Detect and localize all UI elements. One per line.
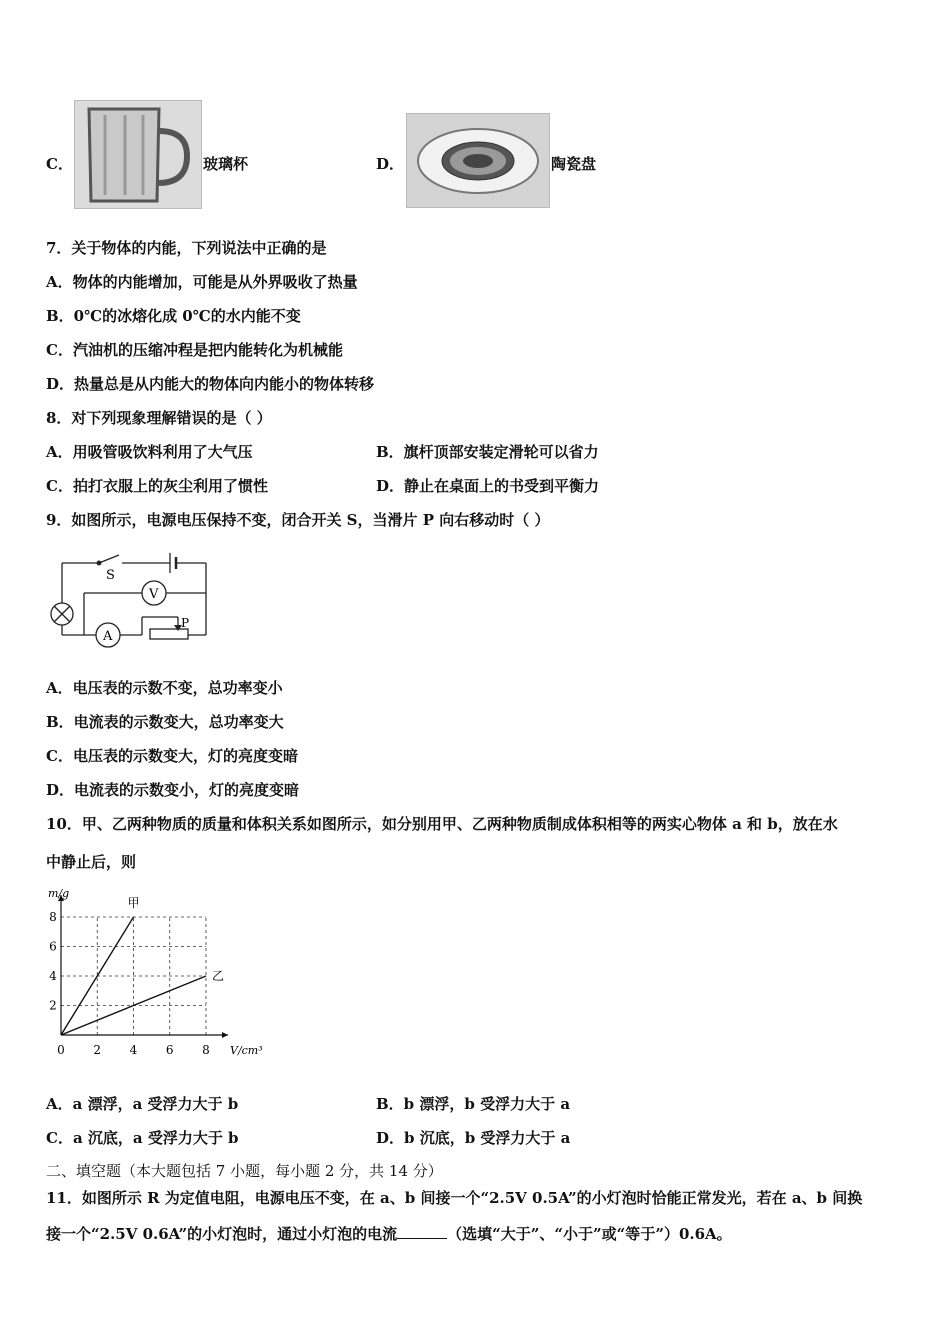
voltmeter-label: V [149,587,159,602]
q8-option-b: B．旗杆顶部安装定滑轮可以省力 [376,443,599,461]
q11-line1: 11．如图所示 R 为定值电阻，电源电压不变，在 a、b 间接一个“2.5V 0.5A”的小灯泡时恰能正常发光，若在 a、b 间换 [46,1189,863,1207]
chart-labels [48,887,263,1057]
q8-option-c: C．拍打衣服上的灰尘利用了惯性 [46,477,268,495]
y-tick-label: 4 [49,969,57,983]
q10-option-c: C．a 沉底，a 受浮力大于 b [46,1129,239,1147]
q9-option-a: A．电压表的示数不变，总功率变小 [46,679,283,697]
section-2-heading: 二、填空题（本大题包括 7 小题，每小题 2 分，共 14 分） [46,1162,443,1180]
chart-axes [58,895,228,1038]
y-tick-label: 2 [49,998,57,1013]
mass-volume-chart [40,875,270,1065]
q10-option-a: A．a 漂浮，a 受浮力大于 b [46,1095,239,1113]
x-tick-label: 6 [165,1043,174,1057]
chart-grid [61,917,206,1035]
ceramic-plate-icon [407,114,549,207]
q7-option-b: B．0℃的冰熔化成 0℃的水内能不变 [46,307,301,325]
glass-cup-icon [75,101,201,208]
q11-line2-post: （选填“大于”、“小于”或“等于”）0.6A。 [447,1225,732,1243]
q7-option-a: A．物体的内能增加，可能是从外界吸收了热量 [46,273,358,291]
q6-option-d-text: 陶瓷盘 [551,155,597,173]
x-tick-label: 0 [57,1043,65,1057]
glass-cup-image [74,100,202,209]
q6-option-d-label: D． [376,155,405,173]
switch-label: S [106,568,115,583]
slider-label: P [181,616,190,630]
series-label-0: 甲 [127,896,140,910]
q9-stem: 9．如图所示，电源电压保持不变，闭合开关 S，当滑片 P 向右移动时（ ） [46,511,550,529]
q10-option-b: B．b 漂浮，b 受浮力大于 a [376,1095,571,1113]
q9-circuit-diagram [44,545,214,650]
x-tick-label: 8 [202,1043,210,1057]
series-label-1: 乙 [212,969,225,983]
q8-option-a: A．用吸管吸饮料利用了大气压 [46,443,253,461]
x-axis-label: V/cm³ [230,1044,263,1057]
y-axis-label: m/g [48,887,70,900]
y-tick-label: 8 [49,910,57,924]
q7-option-c: C．汽油机的压缩冲程是把内能转化为机械能 [46,341,343,359]
x-tick-label: 2 [93,1043,102,1057]
q11-line2 [46,1223,732,1244]
q7-stem: 7．关于物体的内能，下列说法中正确的是 [46,239,327,257]
y-tick-label: 6 [49,939,57,954]
q6-option-c-label: C． [46,155,73,173]
q11-line2-pre: 接一个“2.5V 0.6A”的小灯泡时，通过小灯泡的电流 [46,1225,398,1243]
q10-stem-line1: 10．甲、乙两种物质的质量和体积关系如图所示，如分别用甲、乙两种物质制成体积相等的两实心物体 a 和 b，放在水 [46,815,838,833]
q10-stem-line2: 中静止后，则 [46,853,137,871]
q7-option-d: D．热量总是从内能大的物体向内能小的物体转移 [46,375,375,393]
ammeter-label: A [103,629,113,644]
x-tick-label: 4 [129,1043,138,1057]
ceramic-plate-image [406,113,550,208]
x-axis-arrow [222,1032,228,1038]
q9-option-d: D．电流表的示数变小，灯的亮度变暗 [46,781,300,799]
q9-option-b: B．电流表的示数变大，总功率变大 [46,713,284,731]
answer-blank[interactable] [397,1224,447,1239]
q8-stem: 8．对下列现象理解错误的是（ ） [46,409,272,427]
q10-option-d: D．b 沉底，b 受浮力大于 a [376,1129,571,1147]
q6-option-c-text: 玻璃杯 [203,155,249,173]
q8-option-d: D．静止在桌面上的书受到平衡力 [376,477,600,495]
q9-option-c: C．电压表的示数变大，灯的亮度变暗 [46,747,298,765]
